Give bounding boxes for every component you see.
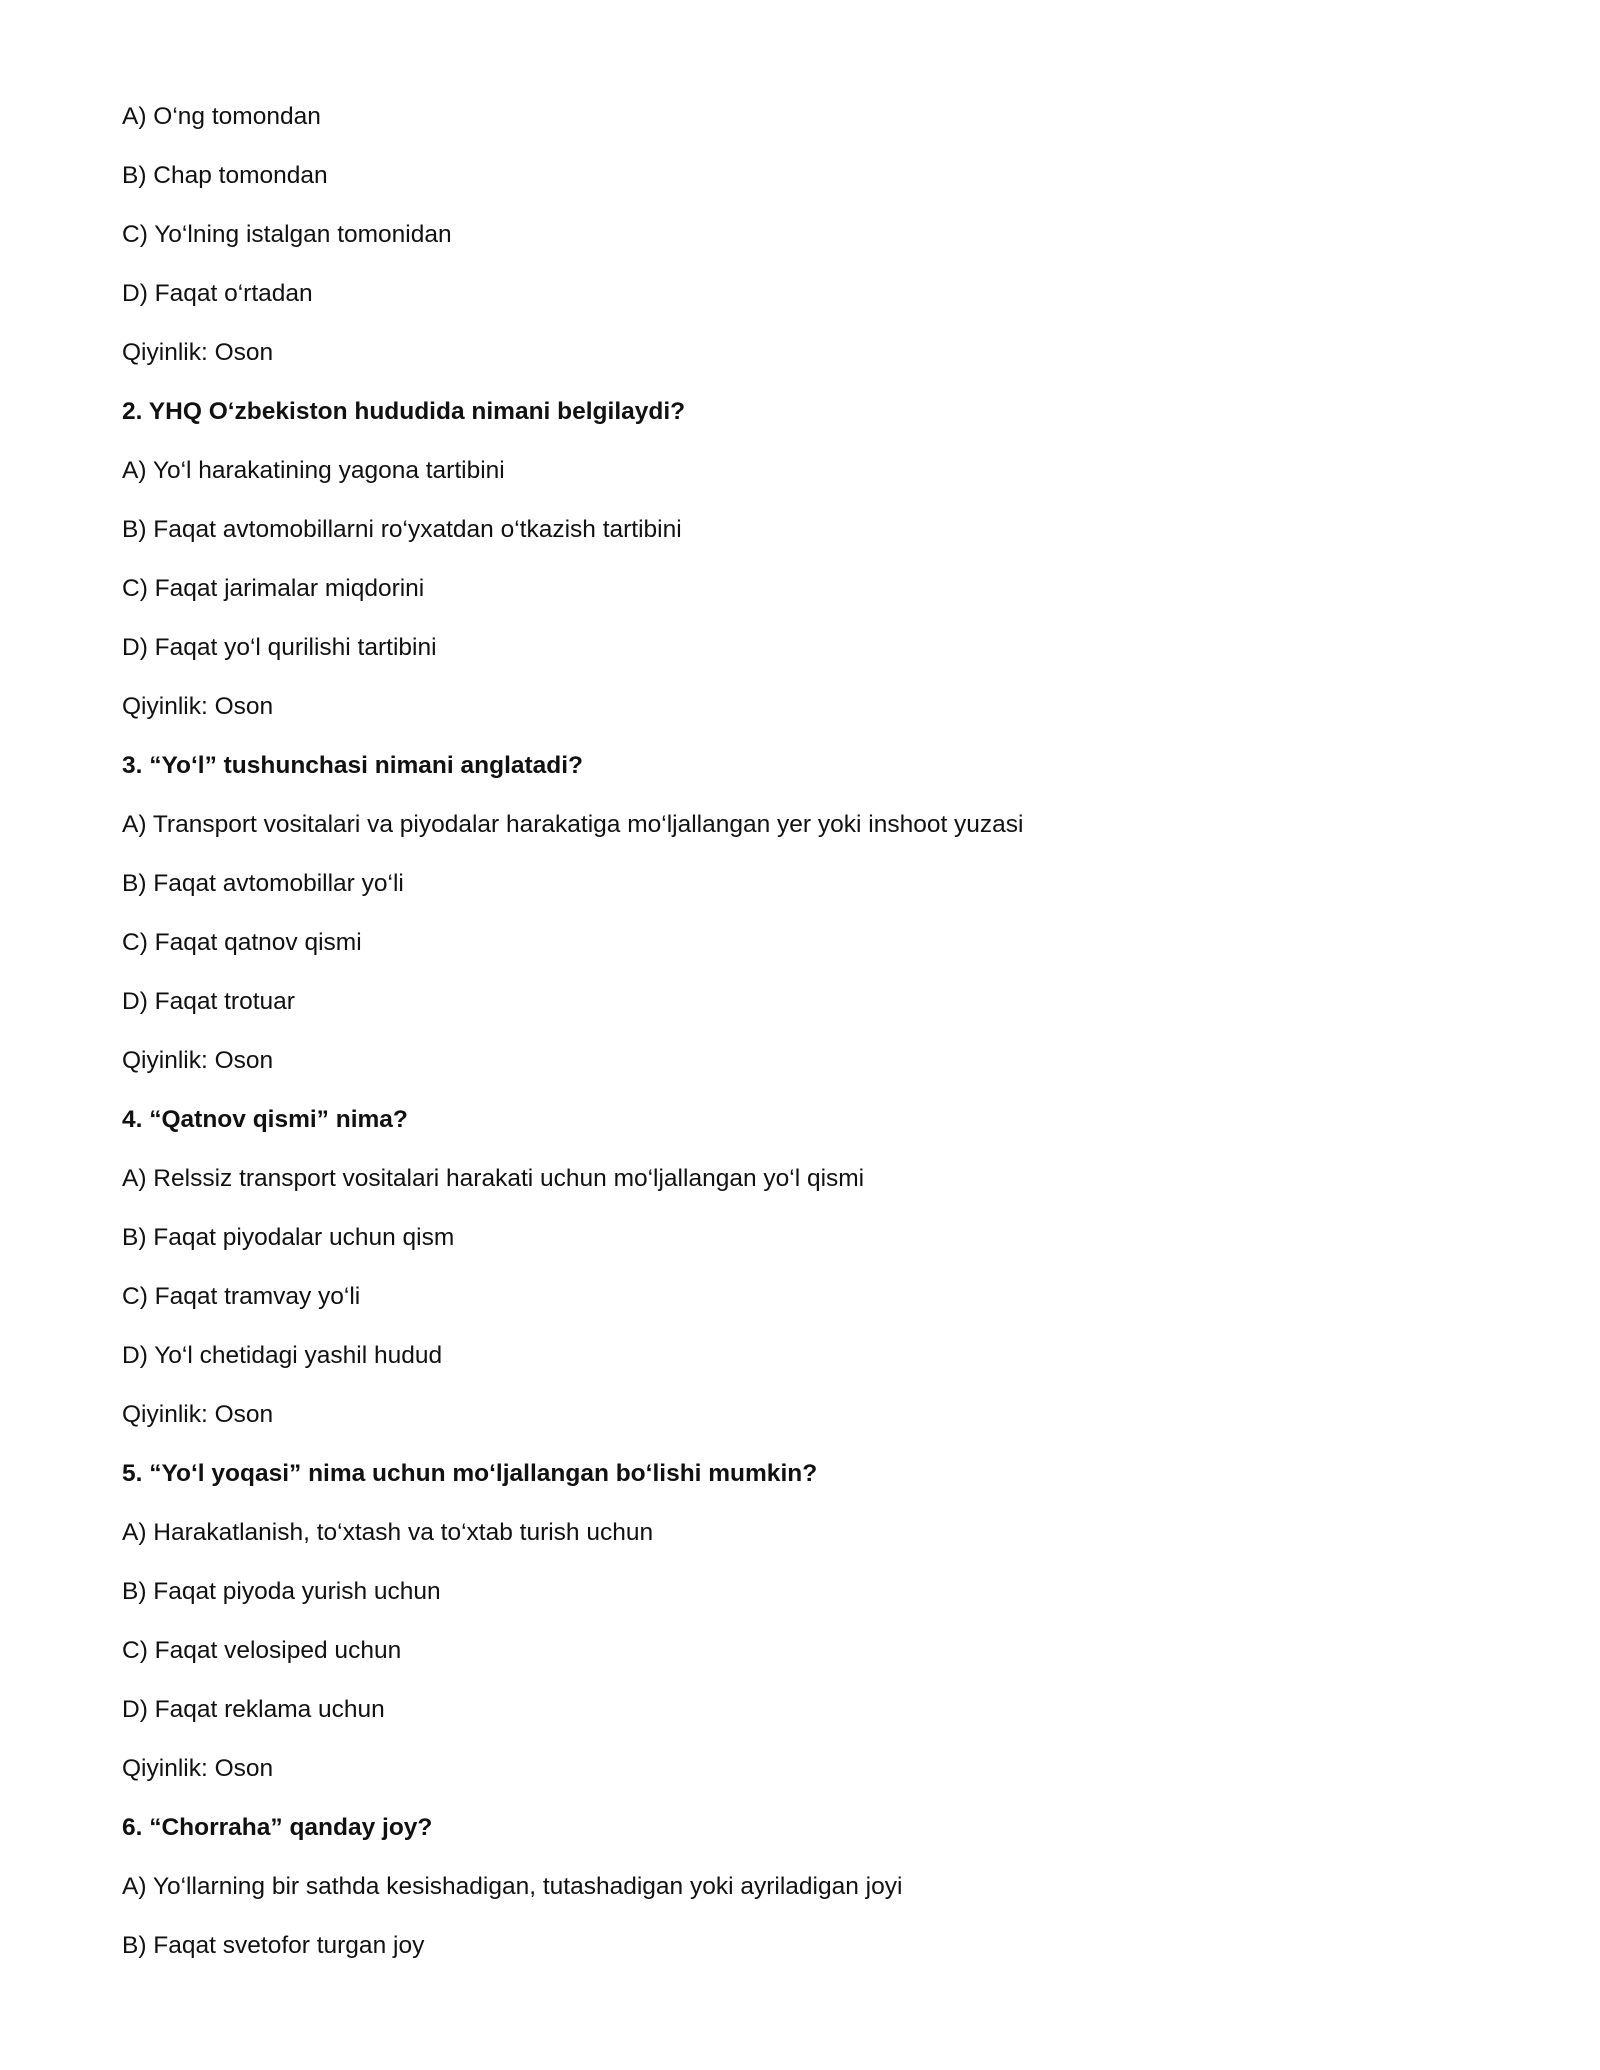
q3-option-d: D) Faqat trotuar bbox=[122, 988, 295, 1015]
q2-difficulty: Qiyinlik: Oson bbox=[122, 693, 274, 720]
q1-option-b: B) Chap tomondan bbox=[122, 162, 328, 189]
q4-option-a: A) Relssiz transport vositalari harakati uchun mo‘ljallangan yo‘l qismi bbox=[122, 1165, 865, 1192]
q4-option-c: C) Faqat tramvay yo‘li bbox=[122, 1283, 361, 1310]
q4-difficulty: Qiyinlik: Oson bbox=[122, 1401, 274, 1428]
q5-option-a: A) Harakatlanish, to‘xtash va to‘xtab turish uchun bbox=[122, 1519, 654, 1546]
q1-option-d: D) Faqat o‘rtadan bbox=[122, 280, 313, 307]
q5-difficulty: Qiyinlik: Oson bbox=[122, 1755, 274, 1782]
q2-option-a: A) Yo‘l harakatining yagona tartibini bbox=[122, 457, 505, 484]
q5-option-c: C) Faqat velosiped uchun bbox=[122, 1637, 402, 1664]
q6-option-b: B) Faqat svetofor turgan joy bbox=[122, 1932, 425, 1959]
q5-option-b: B) Faqat piyoda yurish uchun bbox=[122, 1578, 441, 1605]
q3-option-b: B) Faqat avtomobillar yo‘li bbox=[122, 870, 404, 897]
q3-option-c: C) Faqat qatnov qismi bbox=[122, 929, 362, 956]
q3-question: 3. “Yo‘l” tushunchasi nimani anglatadi? bbox=[122, 752, 584, 779]
q1-option-c: C) Yo‘lning istalgan tomonidan bbox=[122, 221, 452, 248]
q6-option-a: A) Yo‘llarning bir sathda kesishadigan, tutashadigan yoki ayriladigan joyi bbox=[122, 1873, 903, 1900]
q6-question: 6. “Chorraha” qanday joy? bbox=[122, 1814, 433, 1841]
q1-difficulty: Qiyinlik: Oson bbox=[122, 339, 274, 366]
q5-question: 5. “Yo‘l yoqasi” nima uchun mo‘ljallangan bo‘lishi mumkin? bbox=[122, 1460, 818, 1487]
q5-option-d: D) Faqat reklama uchun bbox=[122, 1696, 385, 1723]
q2-option-c: C) Faqat jarimalar miqdorini bbox=[122, 575, 425, 602]
q2-option-d: D) Faqat yo‘l qurilishi tartibini bbox=[122, 634, 437, 661]
q3-option-a: A) Transport vositalari va piyodalar harakatiga mo‘ljallangan yer yoki inshoot yuzasi bbox=[122, 811, 1024, 838]
q2-question: 2. YHQ O‘zbekiston hududida nimani belgilaydi? bbox=[122, 398, 686, 425]
q4-option-d: D) Yo‘l chetidagi yashil hudud bbox=[122, 1342, 443, 1369]
q3-difficulty: Qiyinlik: Oson bbox=[122, 1047, 274, 1074]
q4-option-b: B) Faqat piyodalar uchun qism bbox=[122, 1224, 455, 1251]
q1-option-a: A) O‘ng tomondan bbox=[122, 103, 321, 130]
q2-option-b: B) Faqat avtomobillarni ro‘yxatdan o‘tkazish tartibini bbox=[122, 516, 682, 543]
q4-question: 4. “Qatnov qismi” nima? bbox=[122, 1106, 408, 1133]
